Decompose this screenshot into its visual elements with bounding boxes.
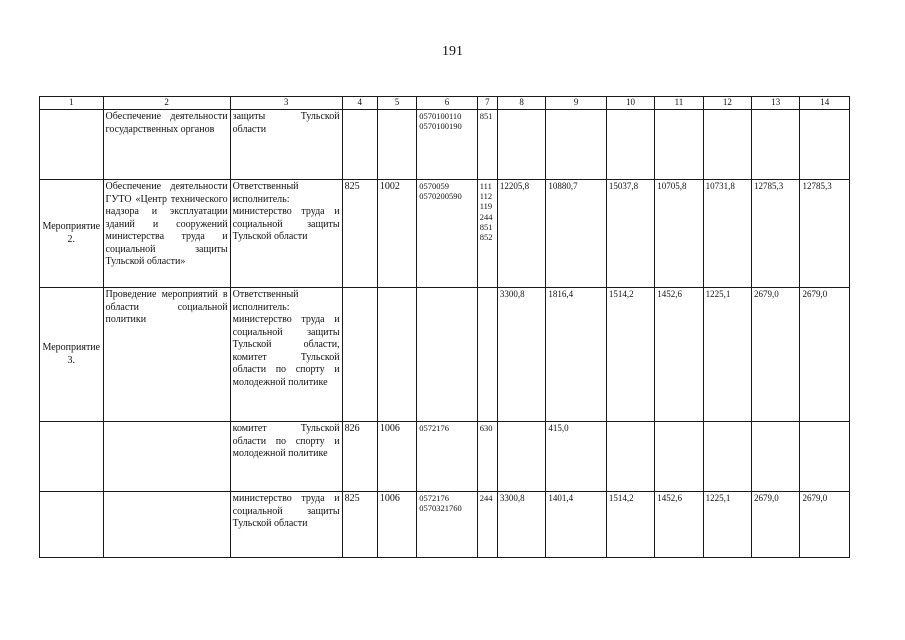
- csr-cell: 0572176: [417, 422, 478, 492]
- value-cell: [703, 110, 751, 180]
- value-cell: [497, 110, 545, 180]
- table-row: [40, 180, 850, 288]
- value-cell: [703, 422, 751, 492]
- value-cell: 1816,4: [546, 288, 607, 422]
- value-cell: 1514,2: [606, 492, 654, 558]
- column-header: 4: [342, 97, 377, 110]
- rzpr-cell: [377, 110, 416, 180]
- value-cell: 1401,4: [546, 492, 607, 558]
- event-cell: [40, 110, 104, 180]
- vr-cell: 244: [477, 492, 497, 558]
- csr-cell: 0572176 0570321760: [417, 492, 478, 558]
- table-row: [40, 422, 850, 492]
- table-row: [40, 110, 850, 180]
- value-cell: 10731,8: [703, 180, 751, 288]
- name-cell: Обеспечение деятельности ГУТО «Центр технического надзора и эксплуатации зданий и сооружений министерства труда и социальной защиты Тульской области»: [103, 180, 230, 288]
- value-cell: 1452,6: [655, 288, 703, 422]
- value-cell: [752, 422, 800, 492]
- grbs-cell: 825: [342, 180, 377, 288]
- value-cell: 1225,1: [703, 492, 751, 558]
- executor-cell: Ответственный исполнитель: министерство труда и социальной защиты Тульской области, комитет Тульской области по спорту и молодежной политике: [230, 288, 342, 422]
- vr-cell: [477, 288, 497, 422]
- value-cell: 12785,3: [800, 180, 850, 288]
- column-header: 5: [377, 97, 416, 110]
- vr-cell: 630: [477, 422, 497, 492]
- value-cell: 15037,8: [606, 180, 654, 288]
- rzpr-cell: 1006: [377, 492, 416, 558]
- grbs-cell: 826: [342, 422, 377, 492]
- event-cell: [40, 422, 104, 492]
- rzpr-cell: 1002: [377, 180, 416, 288]
- page-number: 191: [442, 44, 463, 59]
- name-cell: [103, 422, 230, 492]
- table-row: [40, 288, 850, 422]
- table-row: [40, 492, 850, 558]
- value-cell: 2679,0: [800, 492, 850, 558]
- grbs-cell: [342, 288, 377, 422]
- column-header: 1: [40, 97, 104, 110]
- value-cell: [800, 110, 850, 180]
- column-header: 10: [606, 97, 654, 110]
- column-header: 3: [230, 97, 342, 110]
- executor-cell: защиты Тульской области: [230, 110, 342, 180]
- vr-cell: 111 112 119 244 851 852: [477, 180, 497, 288]
- event-cell: [40, 492, 104, 558]
- value-cell: 1452,6: [655, 492, 703, 558]
- value-cell: [497, 422, 545, 492]
- value-cell: [655, 110, 703, 180]
- value-cell: 3300,8: [497, 492, 545, 558]
- value-cell: 10705,8: [655, 180, 703, 288]
- value-cell: 2679,0: [800, 288, 850, 422]
- csr-cell: [417, 288, 478, 422]
- value-cell: 2679,0: [752, 288, 800, 422]
- value-cell: 12785,3: [752, 180, 800, 288]
- column-header: 11: [655, 97, 703, 110]
- value-cell: [655, 422, 703, 492]
- column-header: 8: [497, 97, 545, 110]
- column-header: 2: [103, 97, 230, 110]
- name-cell: [103, 492, 230, 558]
- column-header: 14: [800, 97, 850, 110]
- value-cell: 3300,8: [497, 288, 545, 422]
- value-cell: 415,0: [546, 422, 607, 492]
- vr-cell: 851: [477, 110, 497, 180]
- value-cell: 12205,8: [497, 180, 545, 288]
- column-header: 9: [546, 97, 607, 110]
- value-cell: 2679,0: [752, 492, 800, 558]
- grbs-cell: [342, 110, 377, 180]
- value-cell: [606, 110, 654, 180]
- value-cell: 1225,1: [703, 288, 751, 422]
- value-cell: [752, 110, 800, 180]
- name-cell: Проведение мероприятий в области социальной политики: [103, 288, 230, 422]
- csr-cell: 0570100110 0570100190: [417, 110, 478, 180]
- event-cell: Мероприятие 3.: [40, 288, 104, 422]
- value-cell: [606, 422, 654, 492]
- budget-table: [39, 96, 850, 558]
- value-cell: [546, 110, 607, 180]
- rzpr-cell: [377, 288, 416, 422]
- event-cell: Мероприятие 2.: [40, 180, 104, 288]
- column-header: 6: [417, 97, 478, 110]
- executor-cell: министерство труда и социальной защиты Тульской области: [230, 492, 342, 558]
- executor-cell: Ответственный исполнитель: министерство труда и социальной защиты Тульской области: [230, 180, 342, 288]
- column-header: 13: [752, 97, 800, 110]
- header-row: [40, 97, 850, 110]
- csr-cell: 0570059 0570200590: [417, 180, 478, 288]
- column-header: 7: [477, 97, 497, 110]
- grbs-cell: 825: [342, 492, 377, 558]
- rzpr-cell: 1006: [377, 422, 416, 492]
- executor-cell: комитет Тульской области по спорту и молодежной политике: [230, 422, 342, 492]
- value-cell: 1514,2: [606, 288, 654, 422]
- name-cell: Обеспечение деятельности государственных органов: [103, 110, 230, 180]
- column-header: 12: [703, 97, 751, 110]
- value-cell: 10880,7: [546, 180, 607, 288]
- value-cell: [800, 422, 850, 492]
